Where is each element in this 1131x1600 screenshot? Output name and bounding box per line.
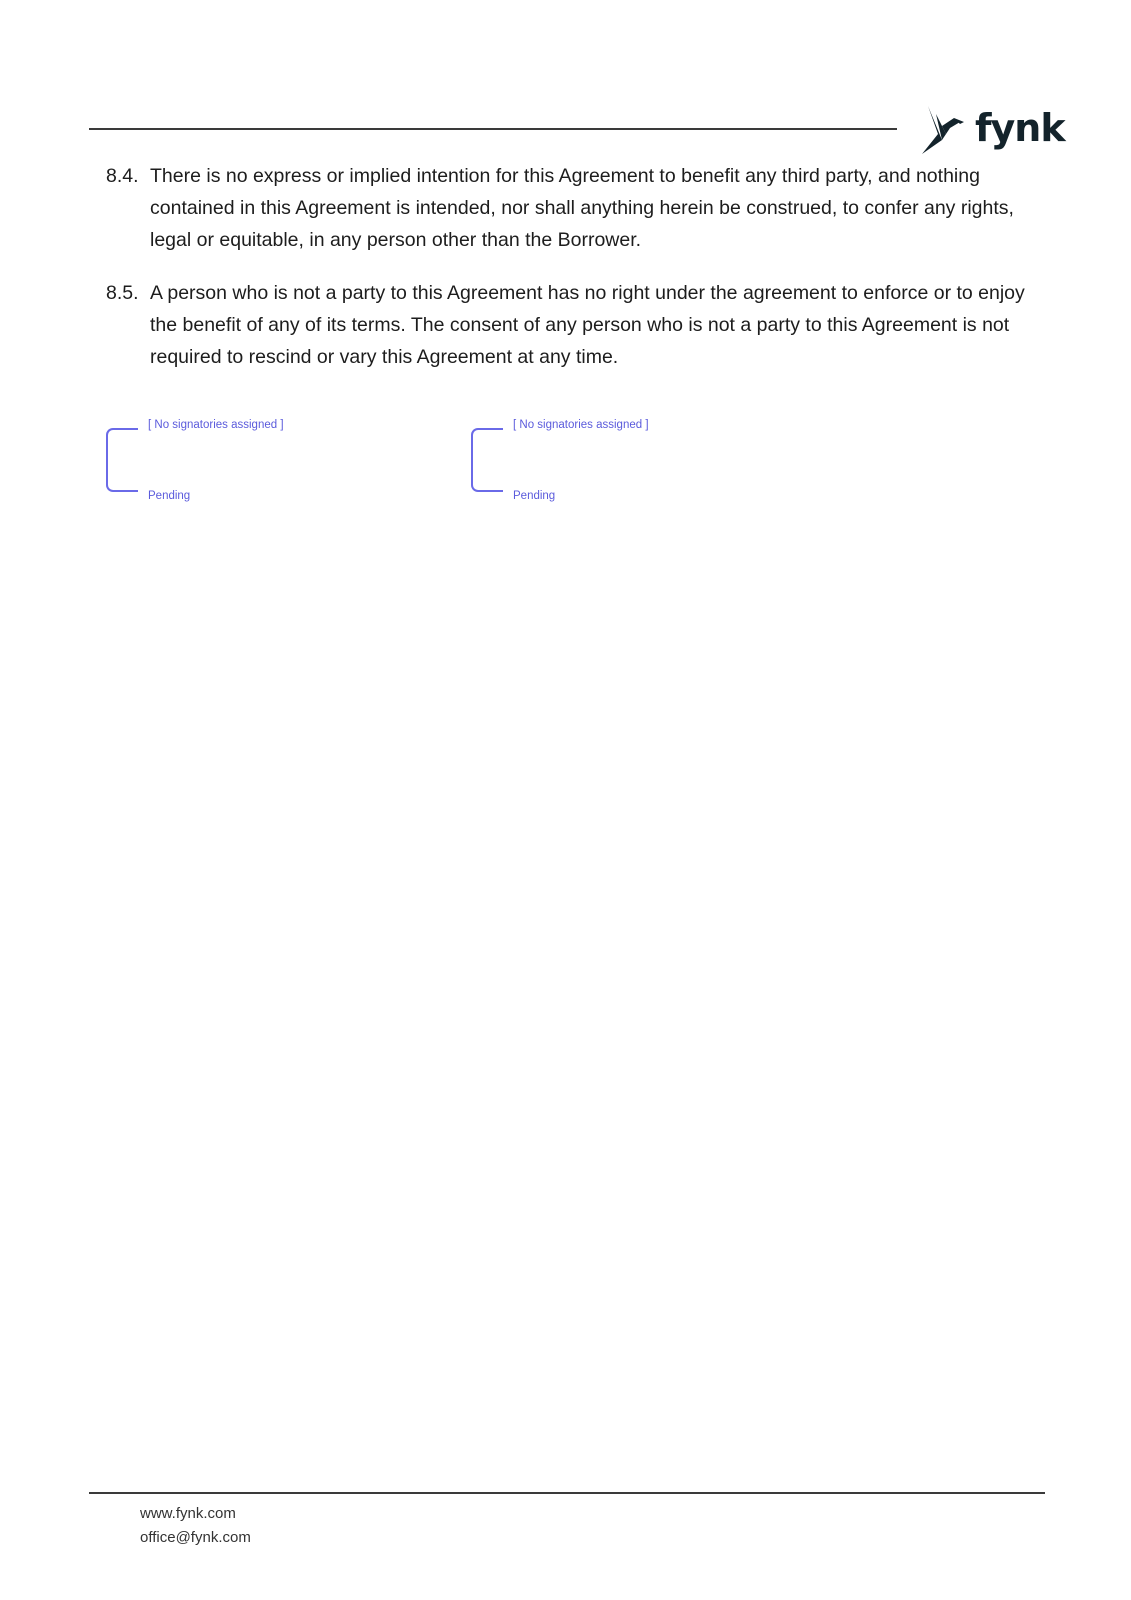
footer-divider: [89, 1492, 1045, 1494]
footer-website: www.fynk.com: [140, 1505, 236, 1522]
header-divider: [89, 128, 897, 130]
logo-text: fynk: [975, 106, 1065, 150]
clause-number: 8.5.: [106, 282, 139, 304]
clause-8-4: [106, 160, 1056, 256]
clause-8-5: [106, 277, 1056, 373]
signature-block-2[interactable]: [471, 419, 771, 509]
signature-title: [ No signatories assigned ]: [148, 419, 284, 431]
signature-bracket: [106, 428, 138, 492]
signature-status: Pending: [513, 490, 556, 502]
clause-number: 8.4.: [106, 165, 139, 187]
clause-text: A person who is not a party to this Agreement has no right under the agreement to enforce or to enjoy the benefit of any of its terms. The consent of any person who is not a party to this Agreement is not required to rescind or vary this Agreement at any time.: [150, 282, 1025, 368]
signature-block-1[interactable]: [106, 419, 406, 509]
fynk-logo: [920, 104, 1065, 158]
bird-logo-icon: [920, 104, 972, 158]
signature-title: [ No signatories assigned ]: [513, 419, 649, 431]
signature-bracket: [471, 428, 503, 492]
signature-status: Pending: [148, 490, 191, 502]
footer-email: office@fynk.com: [140, 1529, 251, 1546]
clause-text: There is no express or implied intention for this Agreement to benefit any third party, and nothing contained in this Agreement is intended, nor shall anything herein be construed, to confer any rights, legal or equitable, in any person other than the Borrower.: [150, 165, 1014, 251]
